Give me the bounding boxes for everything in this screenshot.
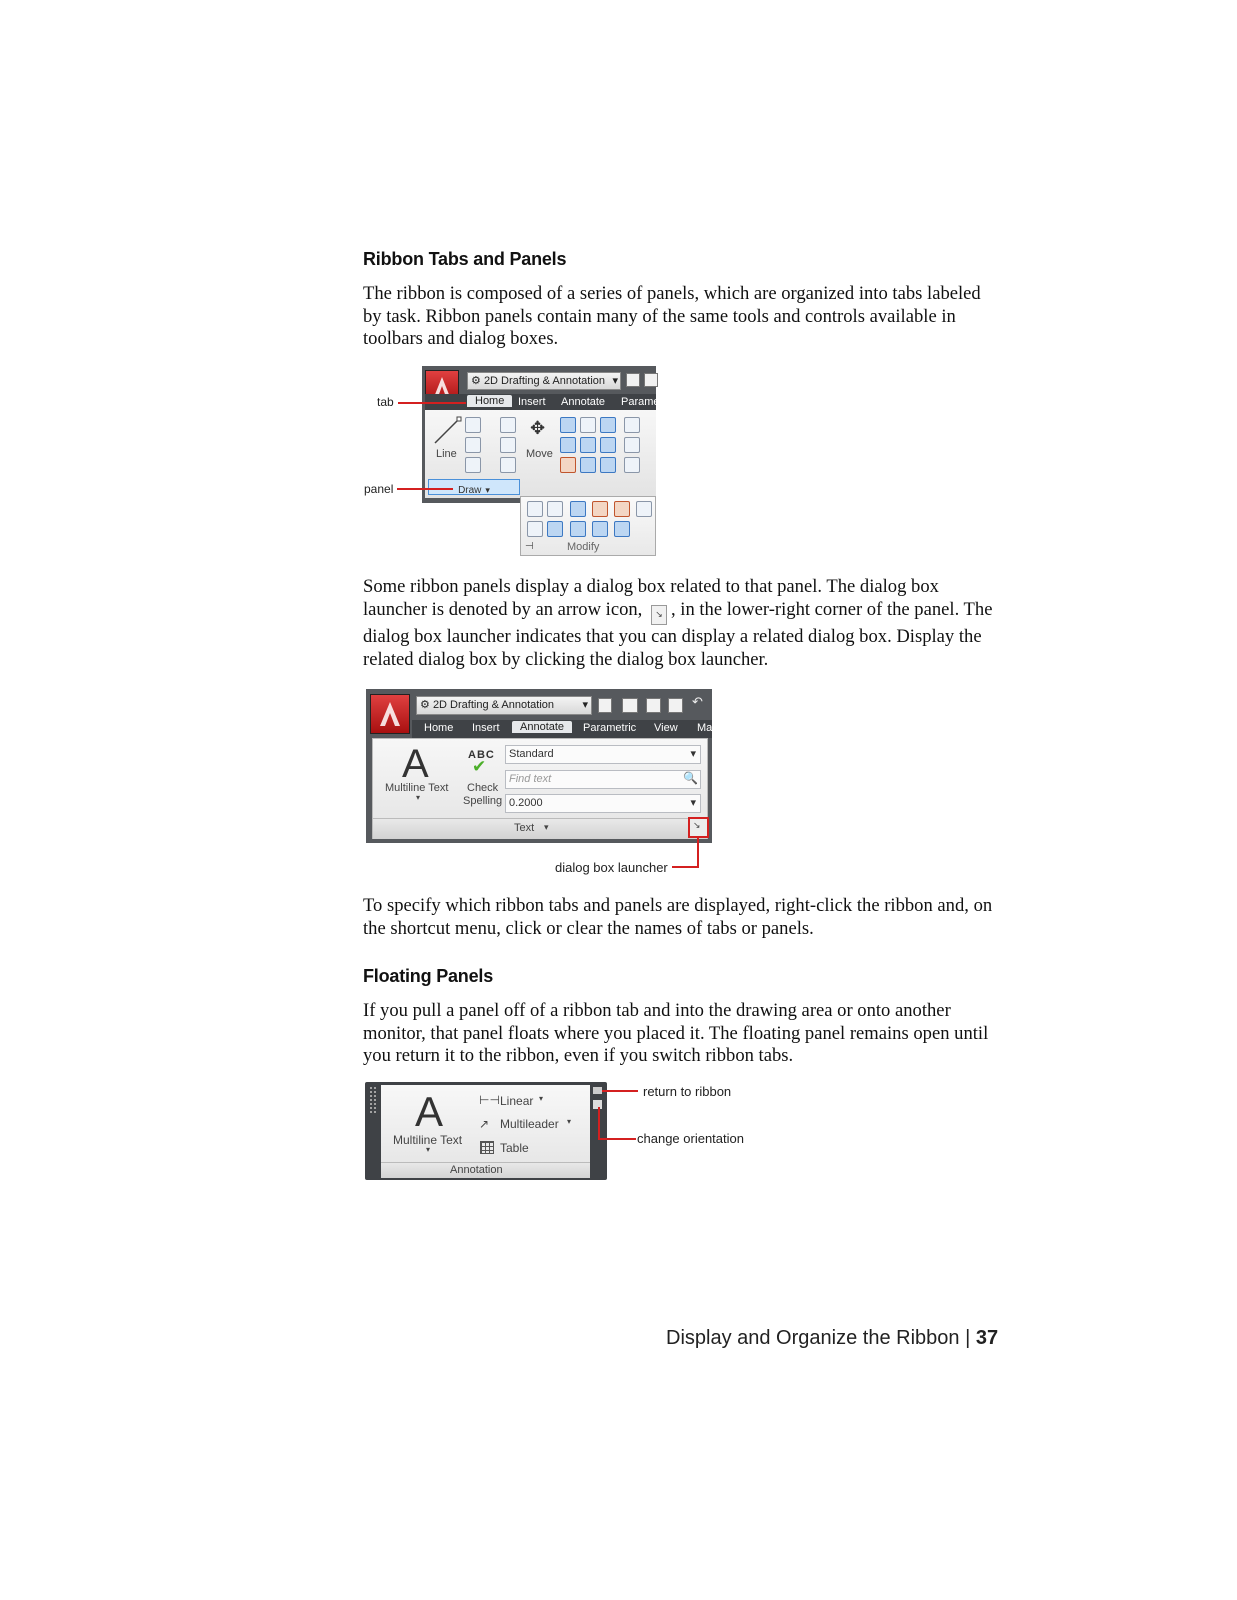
break-icon[interactable] [624, 437, 640, 453]
multileader-icon: ↗ [479, 1117, 490, 1131]
erase-icon[interactable] [592, 501, 608, 517]
text-panel-label: Text [514, 822, 535, 834]
spline-icon[interactable] [500, 417, 516, 433]
hatch-icon[interactable] [500, 457, 516, 473]
workspace-name: 2D Drafting & Annotation [483, 375, 606, 387]
array-icon[interactable] [580, 457, 596, 473]
open-file-icon[interactable] [622, 698, 638, 713]
lengthen-icon[interactable] [570, 501, 586, 517]
callout-tab-line [398, 402, 466, 404]
chamfer-icon[interactable] [624, 457, 640, 473]
find-text-input[interactable] [505, 770, 701, 789]
line-tool-icon[interactable] [432, 416, 462, 446]
multiline-text-icon[interactable]: A [415, 1088, 444, 1135]
paragraph-floating-panels: If you pull a panel off of a ribbon tab and into the drawing area or onto another monitor, that panel floats where you placed it. The floating panel remains open until you return it to the ribbon, even if you switch ribbon tabs. [363, 1000, 989, 1067]
mirror-icon[interactable] [600, 437, 616, 453]
callout-orientation-vertical [598, 1107, 600, 1139]
annotation-panel-title-bar[interactable] [381, 1162, 590, 1178]
checkmark-icon: ✔ [472, 757, 487, 777]
match-properties-icon[interactable] [547, 501, 563, 517]
check-spelling-label-2[interactable]: Spelling [463, 795, 503, 807]
ellipse-icon[interactable] [465, 457, 481, 473]
draw-panel-label: Draw [458, 485, 482, 496]
find-text-placeholder: Find text [509, 773, 552, 785]
multiline-text-label[interactable]: Multiline Text [385, 782, 449, 794]
chevron-down-icon: ▾ [426, 1145, 431, 1154]
tab-insert[interactable]: Insert [472, 722, 500, 734]
chevron-down-icon: ▾ [690, 797, 696, 809]
text-style-value: Standard [509, 748, 554, 760]
paragraph-dialog-launcher-part1: Some ribbon panels display a dialog box related to that panel. The dialog box launcher is denoted by an arrow icon, [363, 576, 939, 620]
new-file-icon[interactable] [626, 373, 640, 387]
callout-orientation-label: change orientation [637, 1131, 744, 1146]
workspace-name: 2D Drafting & Annotation [432, 699, 555, 711]
callout-return-line [602, 1090, 638, 1092]
multileader-label[interactable]: Multileader [500, 1117, 559, 1131]
tab-annotate[interactable]: Annotate [561, 396, 606, 408]
rotate-icon[interactable] [580, 417, 596, 433]
dialog-box-launcher-button[interactable] [688, 817, 709, 838]
multiline-text-label[interactable]: Multiline Text [393, 1133, 463, 1147]
offset-icon[interactable] [600, 457, 616, 473]
callout-launcher-label: dialog box launcher [555, 860, 668, 875]
scale-icon[interactable] [560, 457, 576, 473]
gear-icon: ⚙ [420, 699, 430, 711]
return-to-ribbon-button[interactable] [593, 1087, 602, 1094]
tab-parametric[interactable]: Parame [621, 396, 660, 408]
align-icon[interactable] [527, 521, 543, 537]
check-spelling-label-1[interactable]: Check [467, 782, 499, 794]
chevron-down-icon: ▾ [416, 793, 421, 802]
figure-dialog-box-launcher [366, 689, 756, 879]
tab-manage[interactable]: Ma [697, 722, 713, 734]
callout-panel-label: panel [364, 482, 394, 496]
new-file-icon[interactable] [598, 698, 612, 713]
callout-orientation-horizontal [598, 1138, 636, 1140]
table-label[interactable]: Table [500, 1141, 529, 1155]
draworder-icon[interactable] [527, 501, 543, 517]
figure-ribbon-tabs-panels [362, 366, 662, 558]
page-footer [666, 1327, 998, 1350]
callout-tab-label: tab [377, 395, 394, 409]
callout-launcher-vertical [697, 838, 699, 868]
annotation-panel-label: Annotation [450, 1164, 503, 1176]
callout-return-label: return to ribbon [643, 1084, 732, 1099]
tab-home[interactable]: Home [467, 395, 512, 407]
find-magnifier-icon[interactable]: 🔍 [683, 771, 698, 785]
circle-icon[interactable] [465, 437, 481, 453]
workspace-selector[interactable] [416, 696, 592, 715]
pin-icon[interactable]: ⊣ [525, 541, 534, 552]
callout-panel-line [397, 488, 453, 490]
callout-launcher-horizontal [672, 866, 699, 868]
modify-panel-label: Modify [567, 541, 600, 553]
text-height-value: 0.2000 [509, 797, 543, 809]
spell-check-abc: ABC [468, 749, 495, 761]
extend-icon[interactable] [624, 417, 640, 433]
copy-icon[interactable] [560, 417, 576, 433]
text-style-dropdown[interactable] [505, 745, 701, 764]
application-menu-button[interactable] [370, 694, 410, 734]
stretch-icon[interactable] [560, 437, 576, 453]
fillet-icon[interactable] [580, 437, 596, 453]
save-as-icon[interactable] [668, 698, 683, 713]
reverse-icon[interactable] [592, 521, 608, 537]
paragraph-dialog-launcher [363, 575, 1003, 671]
chevron-down-icon: ▾ [544, 822, 549, 832]
draw-panel-title[interactable] [428, 479, 520, 495]
chevron-down-icon: ▾ [690, 748, 696, 760]
page-number: 37 [975, 1327, 999, 1349]
linear-dimension-icon: ⊢⊣ [479, 1093, 500, 1107]
rectangle-icon[interactable] [500, 437, 516, 453]
text-height-dropdown[interactable] [505, 794, 701, 813]
autocad-logo-icon [371, 695, 409, 733]
explode-icon[interactable] [614, 501, 630, 517]
paragraph-dialog-launcher-part2: , in the lower-right corner of the panel. The dialog box launcher indicates that you can display a related dialog box. Display the related dialog box by clicking the dialog box launcher. [363, 599, 993, 670]
chevron-down-icon: ▾ [539, 1094, 544, 1103]
expand-arrow-icon[interactable]: ▸ [579, 1124, 584, 1134]
chevron-down-icon: ▾ [485, 485, 490, 495]
table-icon [480, 1141, 494, 1154]
drag-grip-handle[interactable] [369, 1086, 377, 1114]
linear-label[interactable]: Linear [500, 1094, 534, 1108]
dialog-launcher-arrow-icon: ↘ [693, 821, 701, 831]
section-heading-floating-panels: Floating Panels [363, 966, 494, 986]
move-tool-label: Move [526, 448, 553, 460]
multiline-text-icon[interactable]: A [402, 742, 429, 786]
dialog-launcher-arrow-icon: ↘ [651, 605, 667, 625]
trim-icon[interactable] [600, 417, 616, 433]
blend-icon[interactable] [614, 521, 630, 537]
chevron-down-icon: ▾ [582, 699, 588, 711]
tab-insert[interactable]: Insert [518, 396, 546, 408]
polyline-icon[interactable] [465, 417, 481, 433]
undo-icon[interactable]: ↶ [692, 695, 703, 710]
tab-parametric[interactable]: Parametric [583, 722, 637, 734]
chevron-down-icon: ▾ [567, 1117, 572, 1126]
paragraph-shortcut-menu: To specify which ribbon tabs and panels are displayed, right-click the ribbon and, on the shortcut menu, click or clear the names of tabs or panels. [363, 895, 993, 939]
move-tool-icon[interactable]: ✥ [530, 418, 546, 439]
gear-icon: ⚙ [471, 375, 481, 387]
break-at-point-icon[interactable] [547, 521, 563, 537]
line-tool-label: Line [436, 448, 457, 460]
chevron-down-icon: ▾ [612, 375, 618, 387]
footer-title: Display and Organize the Ribbon [666, 1327, 960, 1349]
open-file-icon[interactable] [644, 373, 658, 387]
text-panel-title-bar[interactable] [373, 818, 707, 839]
tab-home[interactable]: Home [424, 722, 454, 734]
ribbon-tab-bar [412, 720, 712, 738]
paragraph-ribbon-intro: The ribbon is composed of a series of panels, which are organized into tabs labeled by task. Ribbon panels contain many of the same tools and controls available in toolbars and dialog boxes. [363, 283, 981, 350]
save-icon[interactable] [646, 698, 661, 713]
section-heading-ribbon-tabs: Ribbon Tabs and Panels [363, 249, 567, 269]
join-icon[interactable] [570, 521, 586, 537]
footer-separator: | [965, 1327, 971, 1349]
tab-annotate[interactable]: Annotate [512, 721, 572, 733]
tab-view[interactable]: View [654, 722, 678, 734]
figure-floating-panel [365, 1082, 765, 1182]
workspace-selector[interactable] [467, 372, 621, 390]
edit-icon[interactable] [636, 501, 652, 517]
